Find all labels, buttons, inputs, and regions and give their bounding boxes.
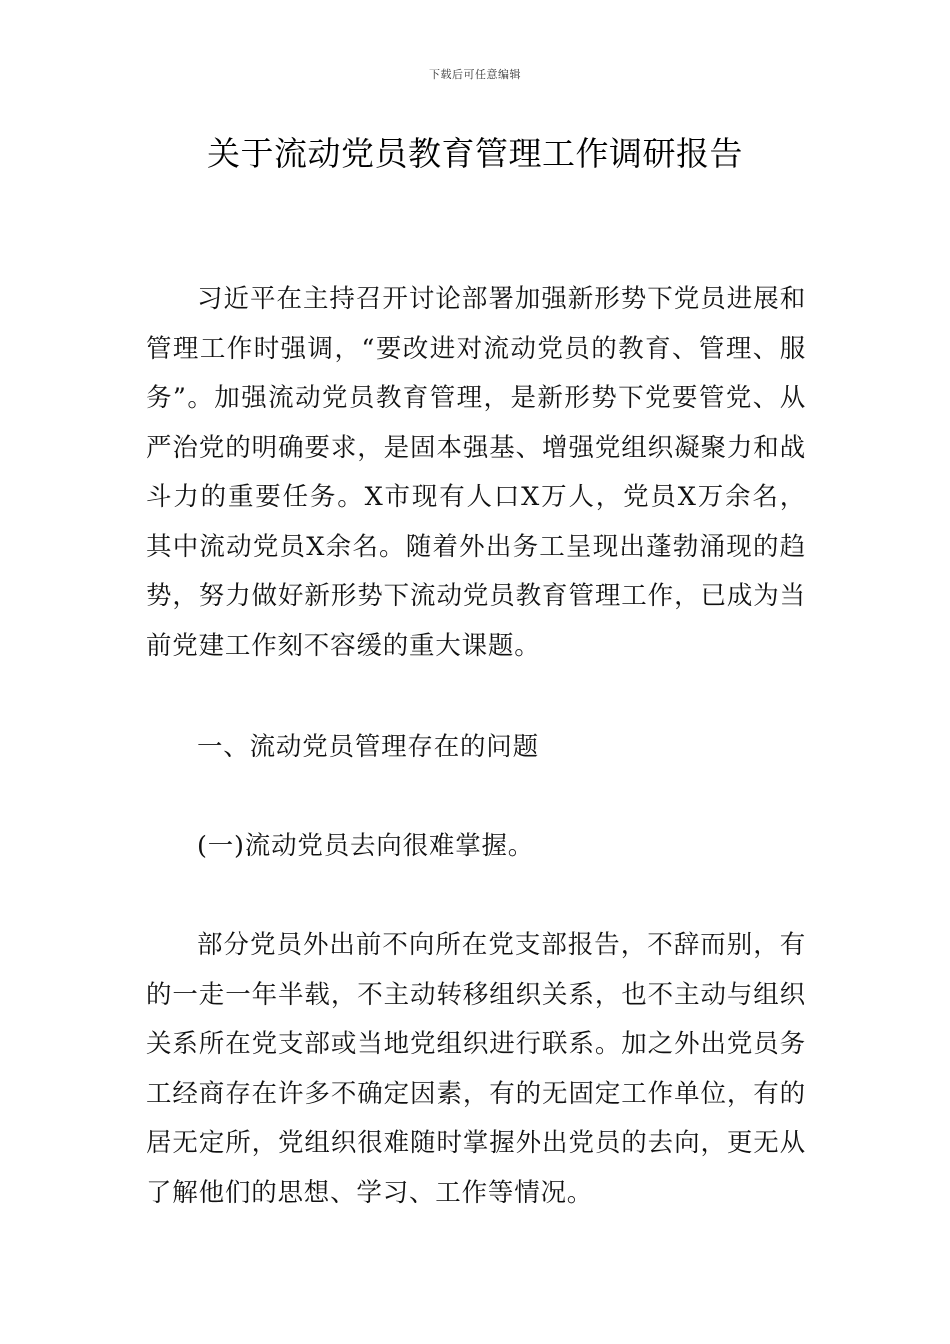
header-note: 下载后可任意编辑 — [429, 68, 521, 81]
body-paragraph: 部分党员外出前不向所在党支部报告，不辞而别，有的一走一年半载，不主动转移组织关系，也不主动与组织关系所在党支部或当地党组织进行联系。加之外出党员务工经商存在许多不确定因素，有的无固定工作单位，有的居无定所，党组织很难随时掌握外出党员的去向，更无从了解他们的思想、学习、工作等情况。 — [146, 930, 806, 1208]
section-heading: 一、流动党员管理存在的问题 — [197, 732, 539, 762]
subsection-heading: (一)流动党员去向很难掌握。 — [197, 831, 535, 861]
document-title: 关于流动党员教育管理工作调研报告 — [207, 134, 743, 173]
intro-paragraph: 习近平在主持召开讨论部署加强新形势下党员进展和管理工作时强调，“要改进对流动党员的教育、管理、服务”。加强流动党员教育管理，是新形势下党要管党、从严治党的明确要求，是固本强基、增强党组织凝聚力和战斗力的重要任务。X市现有人口X万人，党员X万余名，其中流动党员X余名。随着外出务工呈现出蓬勃涌现的趋势，努力做好新形势下流动党员教育管理工作，已成为当前党建工作刻不容缓的重大课题。 — [146, 284, 806, 661]
